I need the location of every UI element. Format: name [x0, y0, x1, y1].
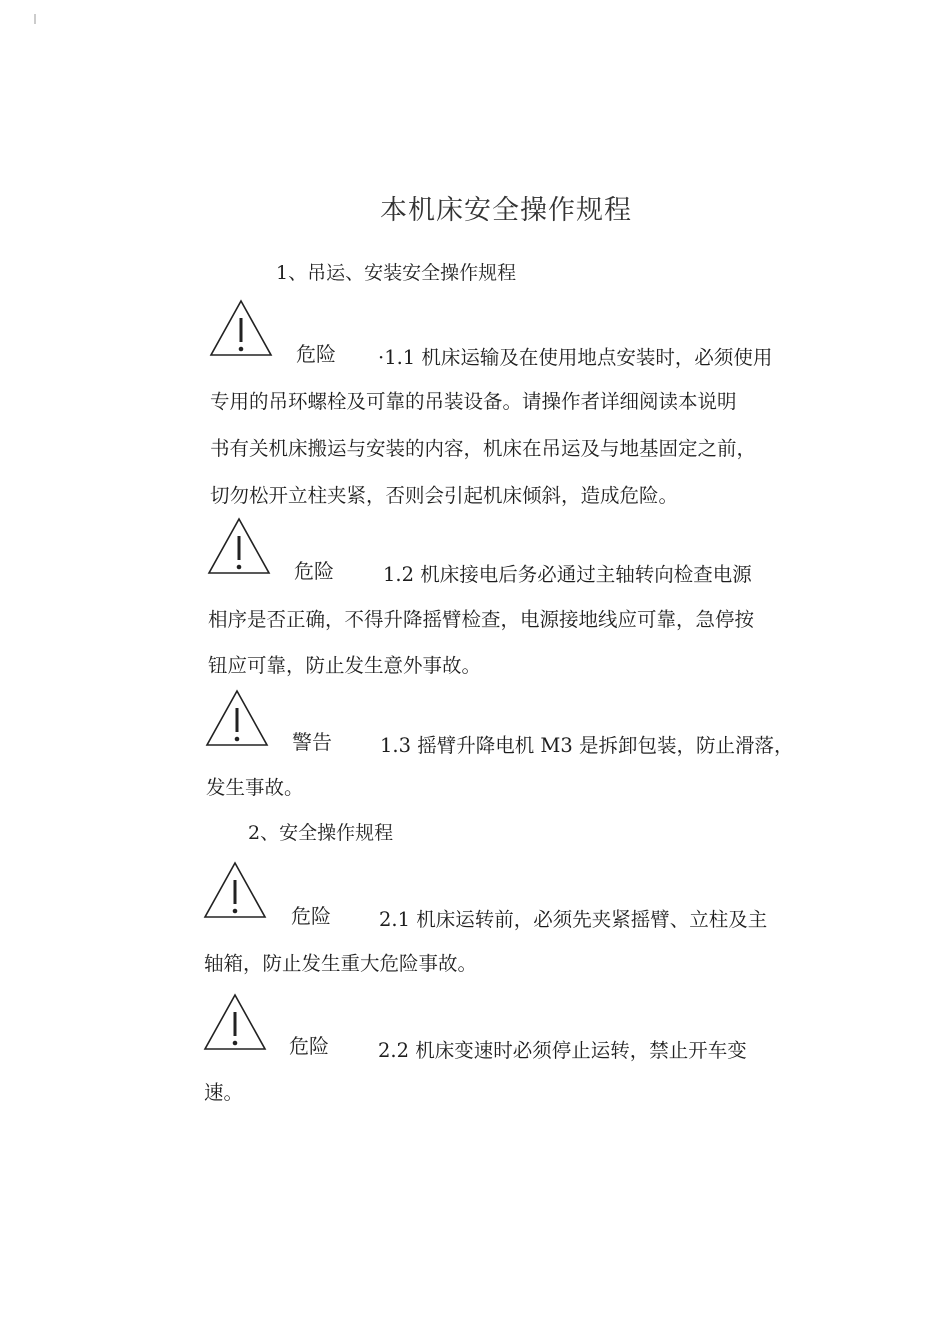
- section-heading-1: 1、吊运、安装安全操作规程: [276, 262, 517, 284]
- warning-triangle-icon: [202, 992, 268, 1052]
- text-line: 发生事故。: [206, 776, 304, 799]
- hazard-label: 危险: [296, 342, 336, 366]
- page-title: 本机床安全操作规程: [380, 195, 632, 226]
- warning-triangle-icon: [208, 298, 274, 358]
- scan-mark: [34, 14, 36, 24]
- text-line: 速。: [204, 1081, 244, 1104]
- hazard-label: 危险: [291, 904, 331, 928]
- text-line: 轴箱，防止发生重大危险事故。: [204, 952, 478, 975]
- text-line: 相序是否正确，不得升降摇臂检查，电源接地线应可靠，急停按: [208, 608, 755, 631]
- warning-triangle-icon: [202, 860, 268, 920]
- text-line: 2.2 机床变速时必须停止运转，禁止开车变: [378, 1039, 747, 1062]
- warning-triangle-icon: [204, 688, 270, 748]
- text-line: 1.2 机床接电后务必通过主轴转向检查电源: [383, 563, 752, 586]
- text-line: 2.1 机床运转前，必须先夹紧摇臂、立柱及主: [379, 908, 768, 931]
- text-line: 专用的吊环螺栓及可靠的吊装设备。请操作者详细阅读本说明: [210, 390, 737, 413]
- section-heading-2: 2、安全操作规程: [248, 822, 394, 844]
- text-line: 1.3 摇臂升降电机 M3 是拆卸包装，防止滑落，: [380, 734, 794, 757]
- warning-label: 警告: [292, 730, 332, 754]
- text-line: 钮应可靠，防止发生意外事故。: [208, 654, 482, 677]
- hazard-label: 危险: [289, 1034, 329, 1058]
- text-line: 书有关机床搬运与安装的内容，机床在吊运及与地基固定之前，: [210, 437, 757, 460]
- text-line: 切勿松开立柱夹紧，否则会引起机床倾斜，造成危险。: [210, 484, 679, 507]
- warning-triangle-icon: [206, 516, 272, 576]
- hazard-label: 危险: [294, 559, 334, 583]
- text-line: ·1.1 机床运输及在使用地点安装时，必须使用: [378, 346, 773, 369]
